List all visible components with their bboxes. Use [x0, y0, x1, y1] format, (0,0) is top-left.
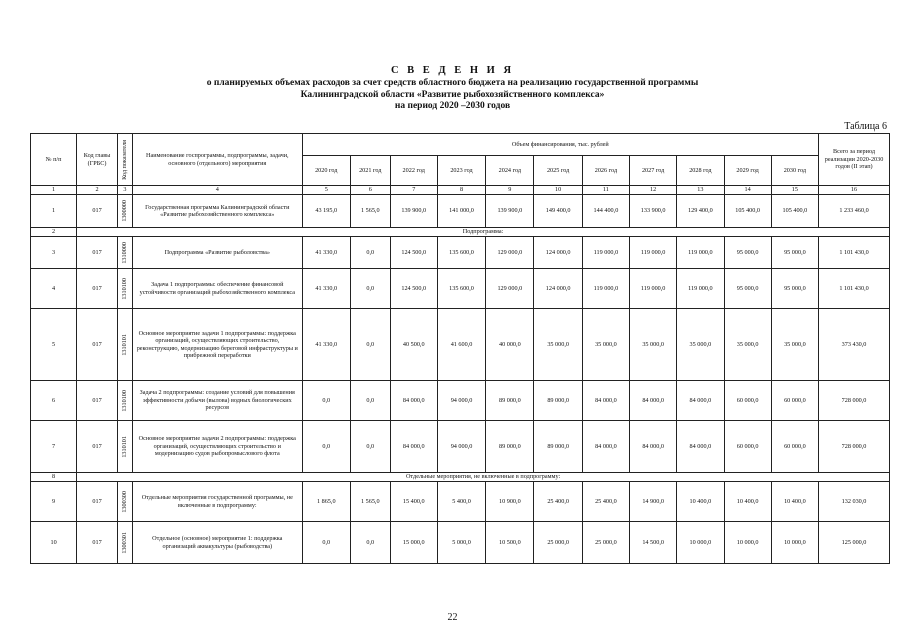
total-cell: 132 030,0	[819, 482, 890, 522]
value-cell: 10 500,0	[486, 522, 534, 564]
indicator-code: 1310100	[121, 277, 129, 300]
gl-code: 017	[77, 381, 118, 421]
indicator-code: 1310000	[121, 241, 129, 264]
value-cell: 89 000,0	[486, 421, 534, 473]
indicator-code: 1300300	[121, 490, 129, 513]
value-cell: 119 000,0	[677, 269, 724, 309]
total-cell: 1 101 430,0	[819, 237, 890, 269]
gl-code: 017	[77, 269, 118, 309]
value-cell: 129 400,0	[677, 195, 724, 228]
indicator-code-cell	[117, 522, 132, 564]
indicator-code: 1300000	[121, 200, 129, 222]
idx-cell: 10	[534, 186, 582, 195]
page-number: 22	[447, 612, 458, 623]
value-cell: 144 400,0	[582, 195, 629, 228]
idx-cell: 5	[302, 186, 350, 195]
value-cell: 10 900,0	[486, 482, 534, 522]
indicator-code-cell	[117, 309, 132, 381]
section-title: Подпрограмма:	[77, 228, 890, 237]
value-cell: 119 000,0	[582, 269, 629, 309]
section-row	[31, 228, 890, 237]
value-cell: 149 400,0	[534, 195, 582, 228]
value-cell: 35 000,0	[724, 309, 771, 381]
idx-cell: 11	[582, 186, 629, 195]
value-cell: 124 000,0	[534, 237, 582, 269]
year-2026: 2026 год	[582, 156, 629, 186]
value-cell: 124 500,0	[390, 237, 437, 269]
value-cell: 105 400,0	[724, 195, 771, 228]
value-cell: 60 000,0	[724, 381, 771, 421]
table-row	[31, 269, 890, 309]
value-cell: 60 000,0	[771, 381, 818, 421]
table-row	[31, 195, 890, 228]
row-number: 2	[31, 228, 77, 237]
table-label: Таблица 6	[844, 121, 887, 132]
indicator-code-cell	[117, 237, 132, 269]
value-cell: 0,0	[302, 522, 350, 564]
value-cell: 41 330,0	[302, 237, 350, 269]
value-cell: 35 000,0	[534, 309, 582, 381]
value-cell: 0,0	[350, 269, 390, 309]
total-cell: 373 430,0	[819, 309, 890, 381]
row-number: 9	[31, 482, 77, 522]
value-cell: 5 400,0	[437, 482, 485, 522]
value-cell: 10 000,0	[771, 522, 818, 564]
col-head-funding: Объем финансирования, тыс. рублей	[302, 134, 818, 156]
value-cell: 15 000,0	[390, 522, 437, 564]
idx-cell: 7	[390, 186, 437, 195]
doc-title: С В Е Д Е Н И Я	[390, 65, 515, 76]
value-cell: 25 400,0	[534, 482, 582, 522]
idx-cell: 6	[350, 186, 390, 195]
gl-code: 017	[77, 309, 118, 381]
row-number: 6	[31, 381, 77, 421]
value-cell: 119 000,0	[582, 237, 629, 269]
row-number: 4	[31, 269, 77, 309]
value-cell: 15 400,0	[390, 482, 437, 522]
year-2022: 2022 год	[390, 156, 437, 186]
value-cell: 95 000,0	[724, 237, 771, 269]
value-cell: 25 000,0	[582, 522, 629, 564]
indicator-code-cell	[117, 195, 132, 228]
value-cell: 119 000,0	[630, 269, 677, 309]
indicator-code: 1300301	[121, 531, 129, 554]
value-cell: 10 400,0	[771, 482, 818, 522]
value-cell: 35 000,0	[582, 309, 629, 381]
indicator-code: 1310100	[121, 389, 129, 412]
item-name: Подпрограмма «Развитие рыболовства»	[132, 237, 302, 269]
value-cell: 0,0	[350, 309, 390, 381]
idx-cell: 2	[77, 186, 118, 195]
value-cell: 10 400,0	[724, 482, 771, 522]
total-cell: 728 000,0	[819, 381, 890, 421]
row-number: 3	[31, 237, 77, 269]
value-cell: 25 400,0	[582, 482, 629, 522]
value-cell: 95 000,0	[771, 269, 818, 309]
value-cell: 35 000,0	[771, 309, 818, 381]
value-cell: 89 000,0	[534, 381, 582, 421]
value-cell: 10 000,0	[724, 522, 771, 564]
idx-cell: 8	[437, 186, 485, 195]
value-cell: 25 000,0	[534, 522, 582, 564]
idx-cell: 14	[724, 186, 771, 195]
section-row	[31, 473, 890, 482]
value-cell: 0,0	[302, 421, 350, 473]
item-name: Отдельные мероприятия государственной программы, не включенные в подпрограмму:	[132, 482, 302, 522]
table-row	[31, 309, 890, 381]
year-2023: 2023 год	[437, 156, 485, 186]
gl-code: 017	[77, 421, 118, 473]
value-cell: 41 330,0	[302, 269, 350, 309]
value-cell: 89 000,0	[534, 421, 582, 473]
value-cell: 124 500,0	[390, 269, 437, 309]
value-cell: 84 000,0	[390, 421, 437, 473]
doc-subtitle-line3: на период 2020 –2030 годов	[394, 101, 511, 111]
value-cell: 0,0	[350, 522, 390, 564]
total-cell: 125 000,0	[819, 522, 890, 564]
indicator-code-cell	[117, 381, 132, 421]
value-cell: 84 000,0	[582, 381, 629, 421]
table-row	[31, 237, 890, 269]
value-cell: 141 000,0	[437, 195, 485, 228]
item-name: Задача 1 подпрограммы: обеспечение финансовой устойчивости организаций рыбохозяйственного комплекса	[132, 269, 302, 309]
value-cell: 1 865,0	[302, 482, 350, 522]
value-cell: 5 000,0	[437, 522, 485, 564]
value-cell: 95 000,0	[724, 269, 771, 309]
gl-code: 017	[77, 237, 118, 269]
value-cell: 35 000,0	[630, 309, 677, 381]
value-cell: 84 000,0	[677, 381, 724, 421]
gl-code: 017	[77, 195, 118, 228]
year-2030: 2030 год	[771, 156, 818, 186]
item-name: Отдельное (основное) мероприятие 1: поддержка организаций аквакультуры (рыбоводства)	[132, 522, 302, 564]
table-row	[31, 482, 890, 522]
indicator-code: 1310101	[121, 333, 129, 356]
value-cell: 10 000,0	[677, 522, 724, 564]
year-2027: 2027 год	[630, 156, 677, 186]
idx-cell: 12	[630, 186, 677, 195]
value-cell: 94 000,0	[437, 421, 485, 473]
value-cell: 0,0	[350, 381, 390, 421]
document-heading	[0, 64, 905, 113]
value-cell: 139 900,0	[486, 195, 534, 228]
value-cell: 84 000,0	[630, 421, 677, 473]
row-number: 5	[31, 309, 77, 381]
year-2029: 2029 год	[724, 156, 771, 186]
col-head-name: Наименование госпрограммы, подпрограммы, задачи, основного (отдельного) мероприятия	[132, 134, 302, 186]
indicator-code-cell	[117, 269, 132, 309]
value-cell: 94 000,0	[437, 381, 485, 421]
column-index-row	[31, 186, 890, 195]
value-cell: 0,0	[350, 237, 390, 269]
value-cell: 129 000,0	[486, 237, 534, 269]
col-head-gl-code: Код главы (ГРБС)	[77, 134, 118, 186]
value-cell: 0,0	[350, 421, 390, 473]
value-cell: 41 600,0	[437, 309, 485, 381]
idx-cell: 15	[771, 186, 818, 195]
value-cell: 89 000,0	[486, 381, 534, 421]
col-head-ind-code	[117, 134, 132, 186]
value-cell: 124 000,0	[534, 269, 582, 309]
value-cell: 133 900,0	[630, 195, 677, 228]
item-name: Основное мероприятие задачи 2 подпрограммы: поддержка организаций, осуществляющих строительство и модернизацию судов рыбопромыслового флота	[132, 421, 302, 473]
value-cell: 10 400,0	[677, 482, 724, 522]
value-cell: 1 565,0	[350, 482, 390, 522]
value-cell: 119 000,0	[677, 237, 724, 269]
total-cell: 1 233 460,0	[819, 195, 890, 228]
table-row	[31, 421, 890, 473]
row-number: 7	[31, 421, 77, 473]
value-cell: 135 600,0	[437, 269, 485, 309]
total-cell: 1 101 430,0	[819, 269, 890, 309]
value-cell: 43 195,0	[302, 195, 350, 228]
value-cell: 119 000,0	[630, 237, 677, 269]
idx-cell: 9	[486, 186, 534, 195]
year-2025: 2025 год	[534, 156, 582, 186]
doc-subtitle-line1: о планируемых объемах расходов за счет средств областного бюджета на реализацию государственной программы	[206, 78, 699, 88]
total-cell: 728 000,0	[819, 421, 890, 473]
value-cell: 60 000,0	[771, 421, 818, 473]
idx-cell: 1	[31, 186, 77, 195]
value-cell: 84 000,0	[630, 381, 677, 421]
value-cell: 35 000,0	[677, 309, 724, 381]
value-cell: 135 600,0	[437, 237, 485, 269]
row-number: 10	[31, 522, 77, 564]
value-cell: 40 500,0	[390, 309, 437, 381]
year-2024: 2024 год	[486, 156, 534, 186]
expenditure-table	[30, 133, 890, 564]
value-cell: 129 000,0	[486, 269, 534, 309]
indicator-code-cell	[117, 421, 132, 473]
value-cell: 60 000,0	[724, 421, 771, 473]
row-number: 8	[31, 473, 77, 482]
item-name: Основное мероприятие задачи 1 подпрограммы: поддержка организаций, осуществляющих строительство, реконструкцию, модернизацию береговой инфраструктуры и прибрежной переработки	[132, 309, 302, 381]
table-row	[31, 381, 890, 421]
table-row	[31, 522, 890, 564]
value-cell: 40 000,0	[486, 309, 534, 381]
indicator-code-cell	[117, 482, 132, 522]
indicator-code: 1310101	[121, 435, 129, 458]
value-cell: 41 330,0	[302, 309, 350, 381]
item-name: Задача 2 подпрограммы: создание условий для повышения эффективности добычи (вылова) водных биологических ресурсов	[132, 381, 302, 421]
gl-code: 017	[77, 522, 118, 564]
value-cell: 14 900,0	[630, 482, 677, 522]
header-row-top	[31, 134, 890, 156]
idx-cell: 13	[677, 186, 724, 195]
value-cell: 1 565,0	[350, 195, 390, 228]
section-title: Отдельные мероприятия, не включенные в подпрограмму:	[77, 473, 890, 482]
value-cell: 84 000,0	[390, 381, 437, 421]
value-cell: 84 000,0	[677, 421, 724, 473]
ind-code-label: Код показателя	[121, 139, 129, 180]
year-2020: 2020 год	[302, 156, 350, 186]
idx-cell: 3	[117, 186, 132, 195]
gl-code: 017	[77, 482, 118, 522]
year-2021: 2021 год	[350, 156, 390, 186]
year-2028: 2028 год	[677, 156, 724, 186]
idx-cell: 4	[132, 186, 302, 195]
value-cell: 105 400,0	[771, 195, 818, 228]
col-head-total: Всего за период реализации 2020-2030 годов (II этап)	[819, 134, 890, 186]
row-number: 1	[31, 195, 77, 228]
value-cell: 0,0	[302, 381, 350, 421]
doc-subtitle-line2: Калининградской области «Развитие рыбохозяйственного комплекса»	[300, 89, 605, 100]
item-name: Государственная программа Калининградской области «Развитие рыбохозяйственного комплекса»	[132, 195, 302, 228]
value-cell: 14 500,0	[630, 522, 677, 564]
value-cell: 139 900,0	[390, 195, 437, 228]
value-cell: 84 000,0	[582, 421, 629, 473]
value-cell: 95 000,0	[771, 237, 818, 269]
col-head-num: № п/п	[31, 134, 77, 186]
idx-cell: 16	[819, 186, 890, 195]
